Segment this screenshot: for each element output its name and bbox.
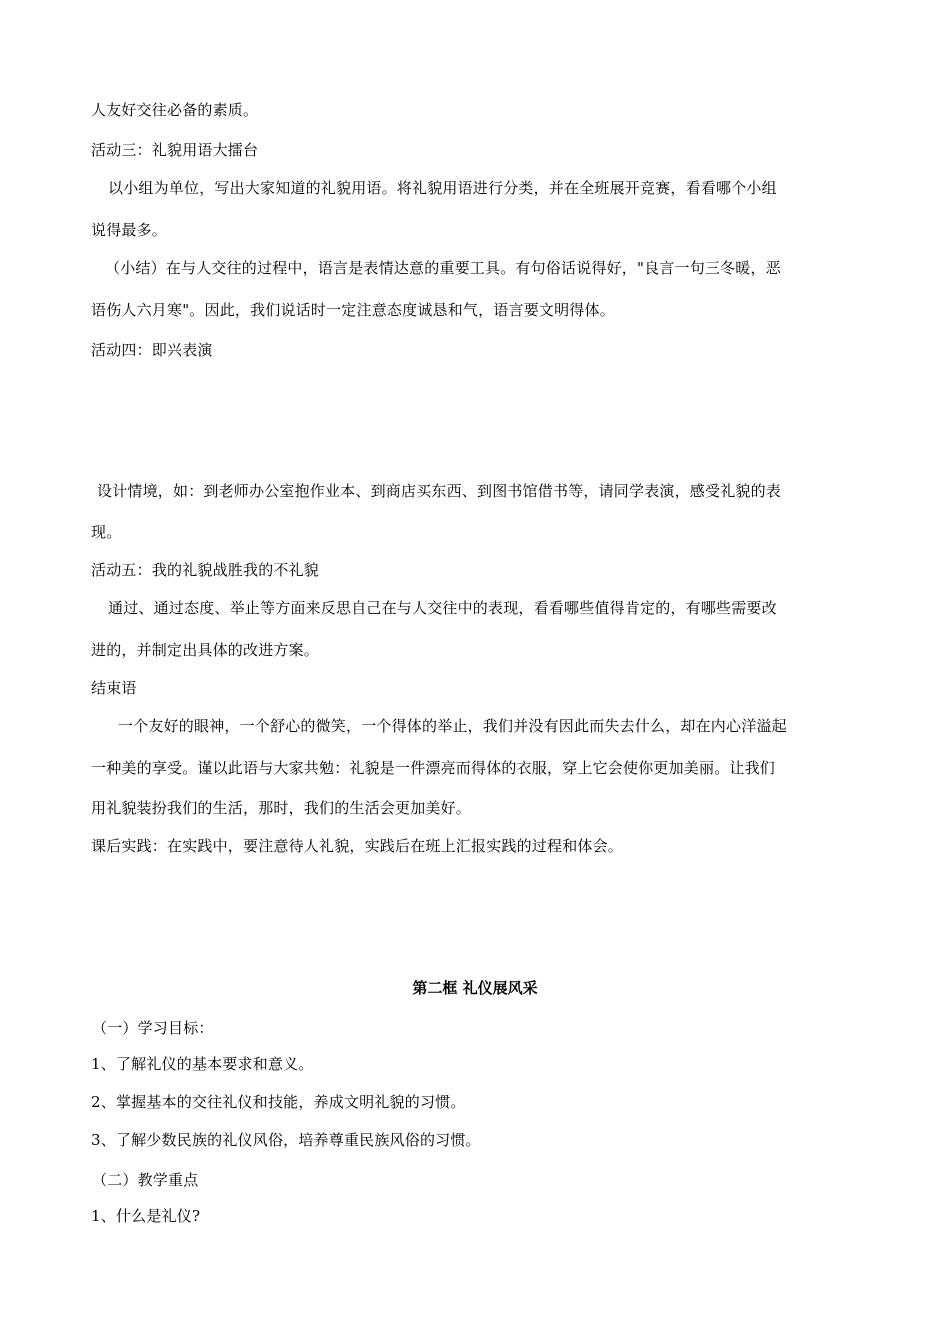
list-item: 2、掌握基本的交往礼仪和技能，养成文明礼貌的习惯。 (91, 1093, 466, 1111)
paragraph-line: 说得最多。 (91, 221, 168, 239)
list-item: 1、什么是礼仪? (91, 1207, 201, 1225)
subsection-heading: （一）学习目标： (92, 1019, 214, 1037)
paragraph-line: （小结）在与人交往的过程中，语言是表情达意的重要工具。有句俗话说得好，"良言一句三冬暖，恶 (105, 259, 781, 277)
paragraph-line: 现。 (91, 523, 122, 541)
paragraph-line: 一种美的享受。谨以此语与大家共勉：礼貌是一件漂亮而得体的衣服，穿上它会使你更加美丽。让我们 (91, 759, 776, 777)
paragraph-line: 用礼貌装扮我们的生活，那时，我们的生活会更加美好。 (91, 799, 472, 817)
paragraph-line: 进的，并制定出具体的改进方案。 (91, 641, 320, 659)
list-item: 3、了解少数民族的礼仪风俗，培养尊重民族风俗的习惯。 (91, 1131, 481, 1149)
activity-heading: 活动三：礼貌用语大擂台 (91, 141, 259, 159)
activity-heading: 活动五：我的礼貌战胜我的不礼貌 (91, 561, 320, 579)
practice-line: 课后实践：在实践中，要注意待人礼貌，实践后在班上汇报实践的过程和体会。 (91, 837, 624, 855)
paragraph-line: 通过、通过态度、举止等方面来反思自己在与人交往中的表现，看看哪些值得肯定的，有哪些需要改 (108, 599, 777, 617)
section-title: 第二框 礼仪展风采 (412, 979, 538, 997)
closing-heading: 结束语 (91, 679, 137, 697)
paragraph-line: 以小组为单位，写出大家知道的礼貌用语。将礼貌用语进行分类，并在全班展开竞赛，看看哪个小组 (108, 179, 777, 197)
subsection-heading: （二）教学重点 (92, 1171, 199, 1189)
paragraph-line: 一个友好的眼神，一个舒心的微笑，一个得体的举止，我们并没有因此而失去什么，却在内心洋溢起 (118, 717, 787, 735)
paragraph-line: 人友好交往必备的素质。 (91, 101, 259, 119)
list-item: 1、了解礼仪的基本要求和意义。 (91, 1055, 314, 1073)
activity-heading: 活动四：即兴表演 (91, 341, 213, 359)
paragraph-line: 语伤人六月寒"。因此，我们说话时一定注意态度诚恳和气，语言要文明得体。 (91, 301, 615, 319)
paragraph-line: 设计情境，如：到老师办公室抱作业本、到商店买东西、到图书馆借书等，请同学表演，感受礼貌的表 (97, 482, 782, 500)
